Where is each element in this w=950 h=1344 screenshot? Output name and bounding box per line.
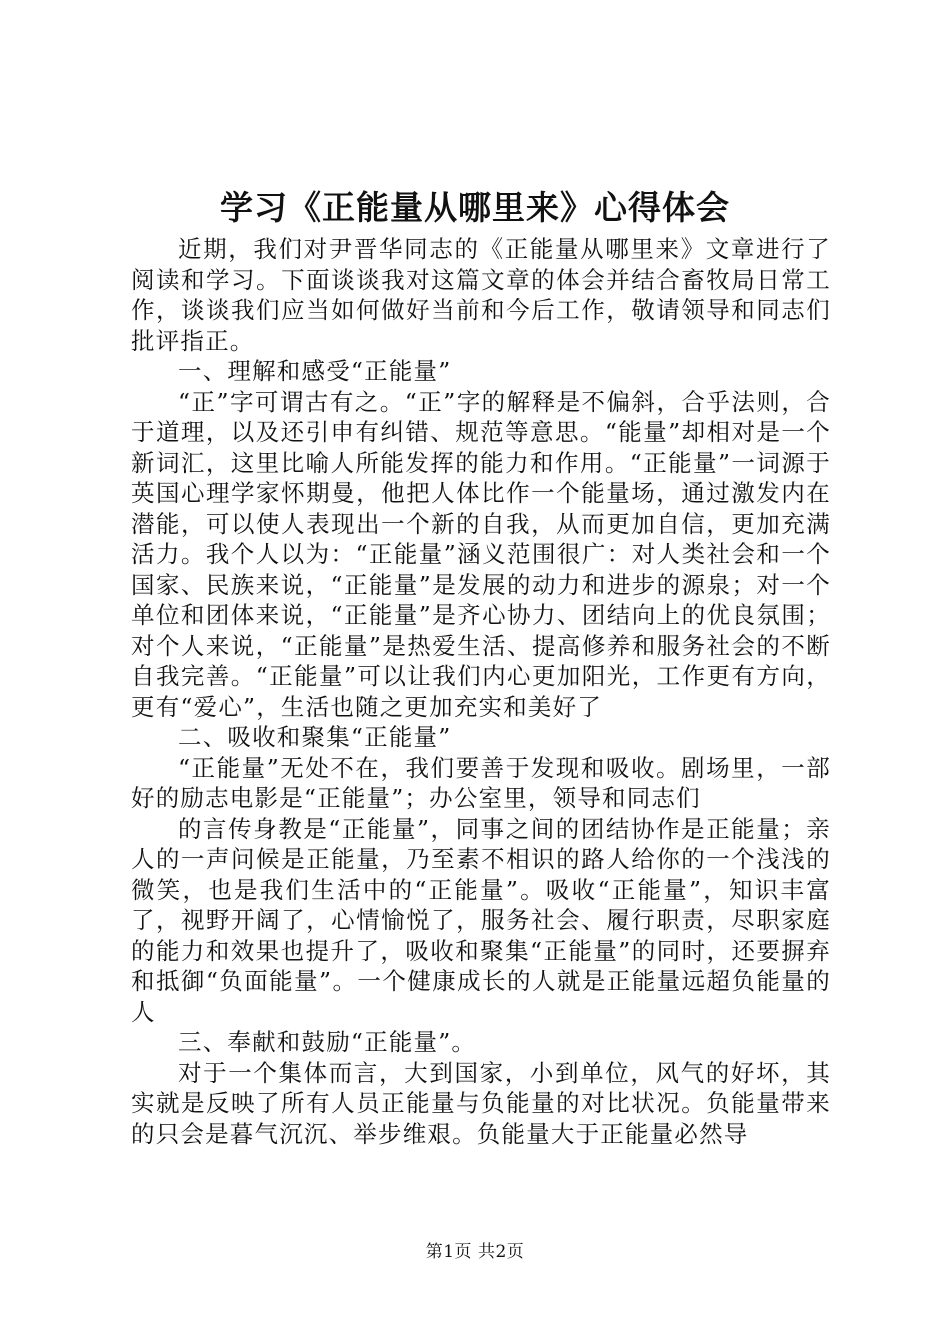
document-title: 学习《正能量从哪里来》心得体会	[220, 188, 730, 227]
section-heading-1: 一、理解和感受“正能量”	[178, 357, 452, 385]
document-body	[131, 234, 831, 1149]
paragraph-section-3: 对于一个集体而言，大到国家，小到单位，风气的好坏，其实就是反映了所有人员正能量与负能量的对比状况。负能量带来的只会是暮气沉沉、举步维艰。负能量大于正能量必然导	[131, 1058, 831, 1148]
paragraph-intro: 近期，我们对尹晋华同志的《正能量从哪里来》文章进行了阅读和学习。下面谈谈我对这篇文章的体会并结合畜牧局日常工作，谈谈我们应当如何做好当前和今后工作，敬请领导和同志们批评指正。	[131, 235, 831, 355]
paragraph-section-2a: “正能量”无处不在，我们要善于发现和吸收。剧场里，一部好的励志电影是“正能量”；办公室里，领导和同志们	[131, 753, 831, 812]
page-footer: 第1页 共2页	[425, 1242, 525, 1262]
paragraph-section-2b: 的言传身教是“正能量”，同事之间的团结协作是正能量；亲人的一声问候是正能量，乃至素不相识的路人给你的一个浅浅的微笑，也是我们生活中的“正能量”。吸收“正能量”，知识丰富了，视野开阔了，心情愉悦了，服务社会、履行职责，尽职家庭的能力和效果也提升了，吸收和聚集“正能量”的同时，还要摒弃和抵御“负面能量”。一个健康成长的人就是正能量远超负能量的人	[131, 814, 831, 1026]
paragraph-section-1: “正”字可谓古有之。“正”字的解释是不偏斜，合乎法则，合于道理，以及还引申有纠错、规范等意思。“能量”却相对是一个新词汇，这里比喻人所能发挥的能力和作用。“正能量”一词源于英国心理学家怀期曼，他把人体比作一个能量场，通过激发内在潜能，可以使人表现出一个新的自我，从而更加自信，更加充满活力。我个人以为：“正能量”涵义范围很广：对人类社会和一个国家、民族来说，“正能量”是发展的动力和进步的源泉；对一个单位和团体来说，“正能量”是齐心协力、团结向上的优良氛围；对个人来说，“正能量”是热爱生活、提高修养和服务社会的不断自我完善。“正能量”可以让我们内心更加阳光，工作更有方向，更有“爱心”，生活也随之更加充实和美好了	[131, 387, 831, 721]
section-heading-3: 三、奉献和鼓励“正能量”。	[178, 1028, 477, 1056]
section-heading-2: 二、吸收和聚集“正能量”	[178, 723, 452, 751]
